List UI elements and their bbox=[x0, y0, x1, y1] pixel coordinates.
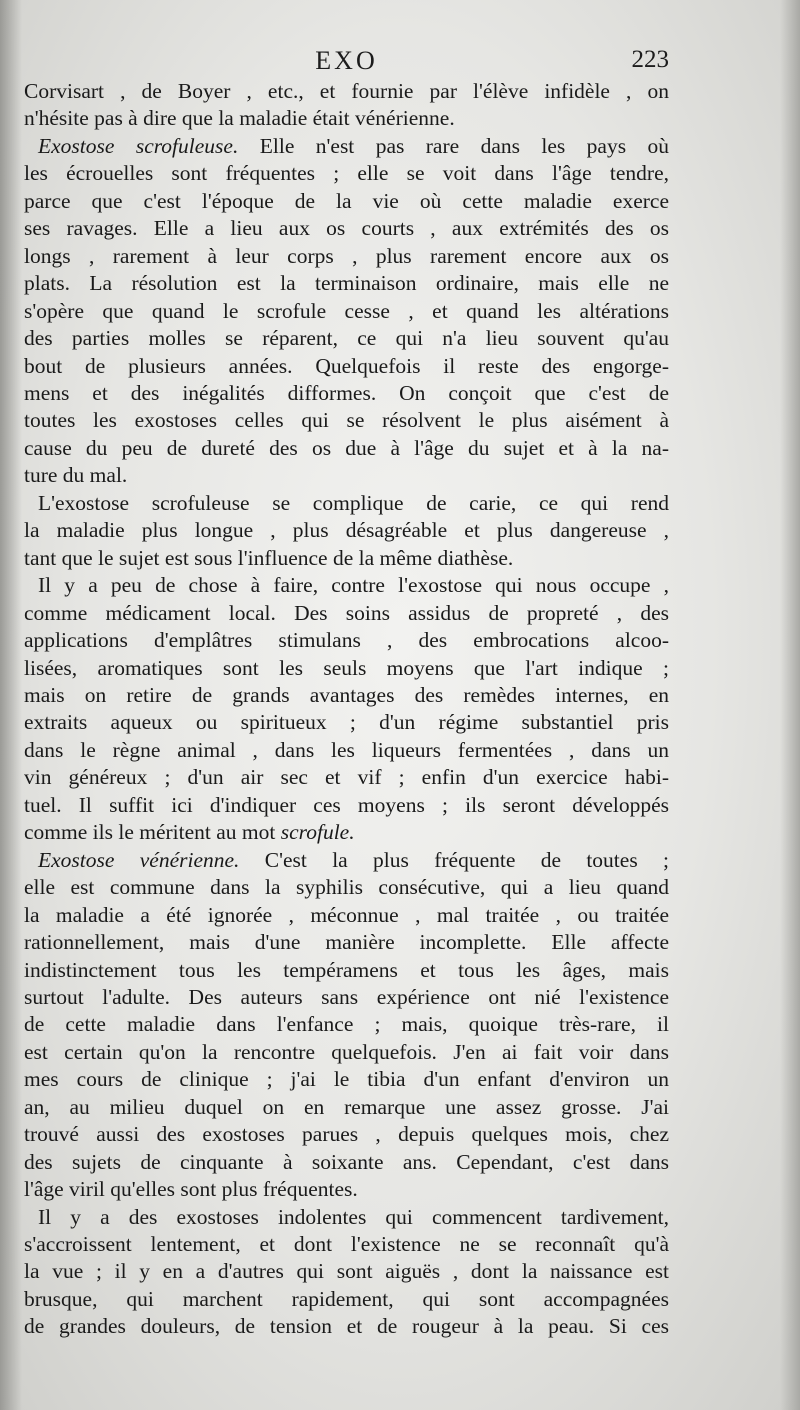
line-text: mens et des inégalités difformes. On conçoit que c'est de bbox=[24, 380, 669, 405]
text-line bbox=[24, 1313, 669, 1340]
line-text: bout de plusieurs années. Quelquefois il reste des engorge- bbox=[24, 353, 669, 378]
line-text: Il y a des exostoses indolentes qui commencent tardivement, bbox=[38, 1204, 669, 1229]
line-text: C'est la plus fréquente de toutes ; bbox=[239, 847, 669, 872]
text-line bbox=[24, 1121, 669, 1148]
text-line bbox=[24, 792, 669, 819]
text-line bbox=[24, 188, 669, 215]
line-text: s'accroissent lentement, et dont l'existence ne se reconnaît qu'à bbox=[24, 1232, 669, 1257]
text-line bbox=[24, 1039, 669, 1066]
line-text: est certain qu'on la rencontre quelquefois. J'en ai fait voir dans bbox=[24, 1039, 669, 1064]
text-line bbox=[24, 490, 669, 517]
text-line bbox=[24, 984, 669, 1011]
text-line bbox=[24, 380, 669, 407]
line-text: plats. La résolution est la terminaison ordinaire, mais elle ne bbox=[24, 271, 669, 296]
line-text: des parties molles se réparent, ce qui n'a lieu souvent qu'au bbox=[24, 326, 669, 351]
line-text: ses ravages. Elle a lieu aux os courts , aux extrémités des os bbox=[24, 216, 669, 241]
line-text: parce que c'est l'époque de la vie où cette maladie exerce bbox=[24, 188, 669, 213]
line-text: applications d'emplâtres stimulans , des embrocations alcoo- bbox=[24, 628, 669, 653]
line-text: n'hésite pas à dire que la maladie était vénérienne. bbox=[24, 106, 455, 131]
text-line bbox=[24, 902, 669, 929]
text-line bbox=[24, 764, 669, 791]
text-line bbox=[24, 1066, 669, 1093]
line-text: la vue ; il y en a d'autres qui sont aiguës , dont la naissance est bbox=[24, 1259, 669, 1284]
line-text: de grandes douleurs, de tension et de rougeur à la peau. Si ces bbox=[24, 1314, 669, 1339]
line-text: lisées, aromatiques sont les seuls moyens que l'art indique ; bbox=[24, 655, 669, 680]
line-text: L'exostose scrofuleuse se complique de carie, ce qui rend bbox=[38, 490, 669, 515]
line-text: comme médicament local. Des soins assidus de propreté , des bbox=[24, 600, 669, 625]
text-line bbox=[24, 270, 669, 297]
page-header bbox=[24, 46, 669, 80]
page-number: 223 bbox=[631, 46, 669, 73]
text-line bbox=[24, 407, 669, 434]
text-line bbox=[24, 325, 669, 352]
text-line bbox=[24, 517, 669, 544]
cross-reference-italic: scrofule. bbox=[280, 820, 355, 845]
line-text: l'âge viril qu'elles sont plus fréquentes. bbox=[24, 1177, 358, 1202]
text-line bbox=[24, 737, 669, 764]
line-text: comme ils le méritent au mot bbox=[24, 820, 281, 845]
text-line bbox=[24, 133, 669, 160]
running-head: EXO bbox=[315, 46, 378, 75]
line-text: extraits aqueux ou spiritueux ; d'un régime substantiel pris bbox=[24, 710, 669, 735]
line-text: vin généreux ; d'un air sec et vif ; enfin d'un exercice habi- bbox=[24, 765, 669, 790]
line-text: elle est commune dans la syphilis consécutive, qui a lieu quand bbox=[24, 875, 669, 900]
text-line bbox=[24, 874, 669, 901]
line-text: cause du peu de dureté des os due à l'âge du sujet et à la na- bbox=[24, 435, 669, 460]
line-text: surtout l'adulte. Des auteurs sans expérience ont nié l'existence bbox=[24, 984, 669, 1009]
text-line bbox=[24, 627, 669, 654]
text-line bbox=[24, 572, 669, 599]
line-text: an, au milieu duquel on en remarque une assez grosse. J'ai bbox=[24, 1094, 669, 1119]
text-line bbox=[24, 160, 669, 187]
line-text: Elle n'est pas rare dans les pays où bbox=[238, 133, 669, 158]
line-text: mais on retire de grands avantages des remèdes internes, en bbox=[24, 682, 669, 707]
text-line bbox=[24, 545, 669, 572]
text-line bbox=[24, 105, 669, 132]
body-text bbox=[24, 78, 669, 1341]
text-line bbox=[24, 600, 669, 627]
line-text: des sujets de cinquante à soixante ans. Cependant, c'est dans bbox=[24, 1149, 669, 1174]
text-line bbox=[24, 709, 669, 736]
line-text: indistinctement tous les tempéramens et tous les âges, mais bbox=[24, 957, 669, 982]
text-line bbox=[24, 298, 669, 325]
line-text: la maladie plus longue , plus désagréable et plus dangereuse , bbox=[24, 518, 669, 543]
line-text: tant que le sujet est sous l'influence de la même diathèse. bbox=[24, 545, 514, 570]
section-heading-italic: Exostose vénérienne. bbox=[38, 847, 240, 872]
line-text: rationnellement, mais d'une manière incomplette. Elle affecte bbox=[24, 930, 669, 955]
text-line bbox=[24, 1258, 669, 1285]
line-text: brusque, qui marchent rapidement, qui sont accompagnées bbox=[24, 1286, 669, 1311]
text-line bbox=[24, 243, 669, 270]
text-line bbox=[24, 655, 669, 682]
line-text: Il y a peu de chose à faire, contre l'exostose qui nous occupe , bbox=[38, 573, 669, 598]
text-line bbox=[24, 435, 669, 462]
line-text: dans le règne animal , dans les liqueurs fermentées , dans un bbox=[24, 737, 669, 762]
line-text: mes cours de clinique ; j'ai le tibia d'un enfant d'environ un bbox=[24, 1067, 669, 1092]
line-text: longs , rarement à leur corps , plus rarement encore aux os bbox=[24, 243, 669, 268]
text-line bbox=[24, 1011, 669, 1038]
text-line bbox=[24, 1094, 669, 1121]
text-line bbox=[24, 1176, 669, 1203]
text-line bbox=[24, 1149, 669, 1176]
text-line bbox=[24, 1204, 669, 1231]
line-text: trouvé aussi des exostoses parues , depuis quelques mois, chez bbox=[24, 1122, 669, 1147]
text-line bbox=[24, 682, 669, 709]
text-line bbox=[24, 1231, 669, 1258]
line-text: de cette maladie dans l'enfance ; mais, quoique très-rare, il bbox=[24, 1012, 669, 1037]
line-text: les écrouelles sont fréquentes ; elle se voit dans l'âge tendre, bbox=[24, 161, 669, 186]
line-text: toutes les exostoses celles qui se résolvent le plus aisément à bbox=[24, 408, 669, 433]
text-line bbox=[24, 1286, 669, 1313]
section-heading-italic: Exostose scrofuleuse. bbox=[38, 133, 239, 158]
line-text: tuel. Il suffit ici d'indiquer ces moyens ; ils seront développés bbox=[24, 792, 669, 817]
text-line bbox=[24, 215, 669, 242]
line-text: ture du mal. bbox=[24, 463, 128, 488]
line-text: Corvisart , de Boyer , etc., et fournie par l'élève infidèle , on bbox=[24, 79, 669, 103]
text-line bbox=[24, 462, 669, 489]
text-line bbox=[24, 929, 669, 956]
text-line bbox=[24, 957, 669, 984]
text-line bbox=[24, 78, 669, 105]
line-text: la maladie a été ignorée , méconnue , mal traitée , ou traitée bbox=[24, 902, 669, 927]
text-line bbox=[24, 819, 669, 846]
text-line bbox=[24, 847, 669, 874]
line-text: s'opère que quand le scrofule cesse , et quand les altérations bbox=[24, 298, 669, 323]
text-line bbox=[24, 353, 669, 380]
